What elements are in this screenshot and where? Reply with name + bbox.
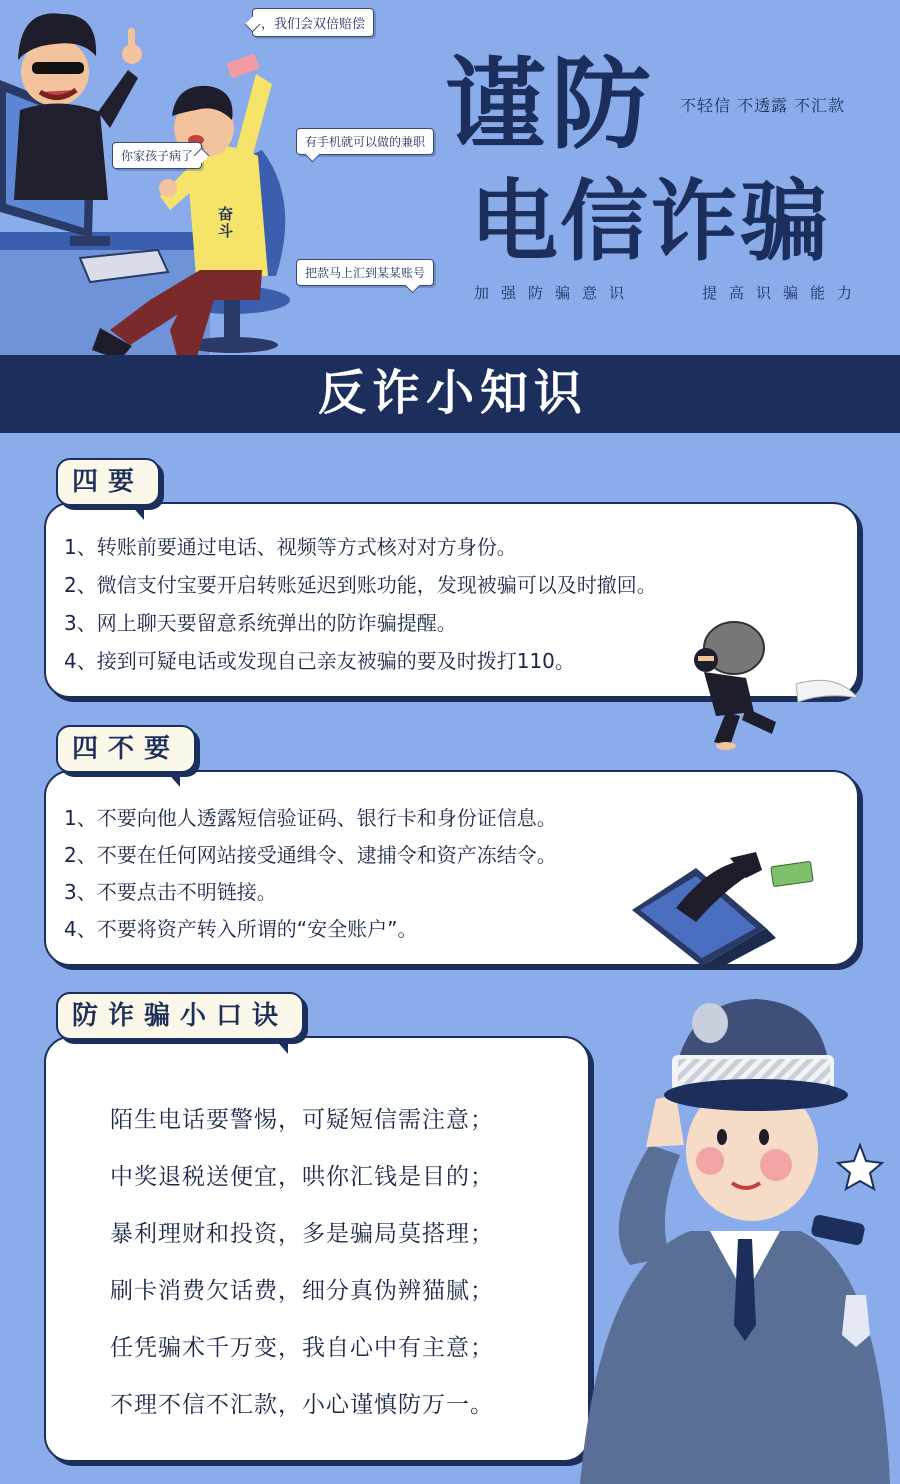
rhyme-line: 陌生电话要警惕，可疑短信需注意； xyxy=(110,1107,494,1133)
rhyme-line: 不理不信不汇款，小心谨慎防万一。 xyxy=(110,1392,494,1418)
list-item: 2、微信支付宝要开启转账延迟到账功能，发现被骗可以及时撤回。 xyxy=(64,573,657,597)
rhyme-line: 刷卡消费欠话费，细分真伪辨猫腻； xyxy=(110,1278,494,1304)
band-title: 反诈小知识 xyxy=(318,365,589,421)
rhyme-line: 中奖退税送便宜，哄你汇钱是目的； xyxy=(110,1164,494,1190)
list-item: 2、不要在任何网站接受通缉令、逮捕令和资产冻结令。 xyxy=(64,843,557,867)
section-dos-tag: 四要 xyxy=(56,458,160,506)
bubble-part-time: 有手机就可以做的兼职 xyxy=(296,128,434,155)
title-line-2: 电信诈骗 xyxy=(470,170,831,273)
rhyme-line: 任凭骗术千万变，我自心中有主意； xyxy=(110,1335,494,1361)
rhyme-list xyxy=(110,1092,588,1434)
rhyme-line: 暴利理财和投资，多是骗局莫搭理； xyxy=(110,1221,494,1247)
header xyxy=(0,0,900,355)
section-rhyme-panel xyxy=(44,1036,590,1462)
scam-scene-illustration xyxy=(0,0,300,355)
subtitle-row xyxy=(474,282,864,303)
bubble-transfer: 把款马上汇到某某账号 xyxy=(296,259,434,286)
list-item: 4、不要将资产转入所谓的“安全账户”。 xyxy=(64,917,418,941)
subtitle-left: 加强防骗意识 xyxy=(474,284,637,302)
list-item: 3、网上聊天要留意系统弹出的防诈骗提醒。 xyxy=(64,611,457,635)
list-item: 3、不要点击不明链接。 xyxy=(64,880,277,904)
slogan: 不轻信 不透露 不汇款 xyxy=(680,96,846,115)
list-item: 1、转账前要通过电话、视频等方式核对对方身份。 xyxy=(64,535,517,559)
bubble-child-sick: 你家孩子病了 xyxy=(112,142,202,169)
title-line-1: 谨防 xyxy=(445,46,657,163)
thief-icon xyxy=(686,612,861,752)
section-rhyme-tag: 防诈骗小口诀 xyxy=(56,992,304,1040)
section-donts-tag: 四不要 xyxy=(56,725,196,773)
police-officer-icon xyxy=(560,995,900,1484)
list-item: 1、不要向他人透露短信验证码、银行卡和身份证信息。 xyxy=(64,806,557,830)
subtitle-right: 提高识骗能力 xyxy=(701,284,864,302)
laptop-hand-icon xyxy=(626,848,826,968)
bubble-compensation: ，我们会双倍赔偿 xyxy=(252,8,374,37)
list-item: 4、接到可疑电话或发现自己亲友被骗的要及时拨打110。 xyxy=(64,649,575,673)
shirt-label: 奋斗 xyxy=(218,205,234,240)
